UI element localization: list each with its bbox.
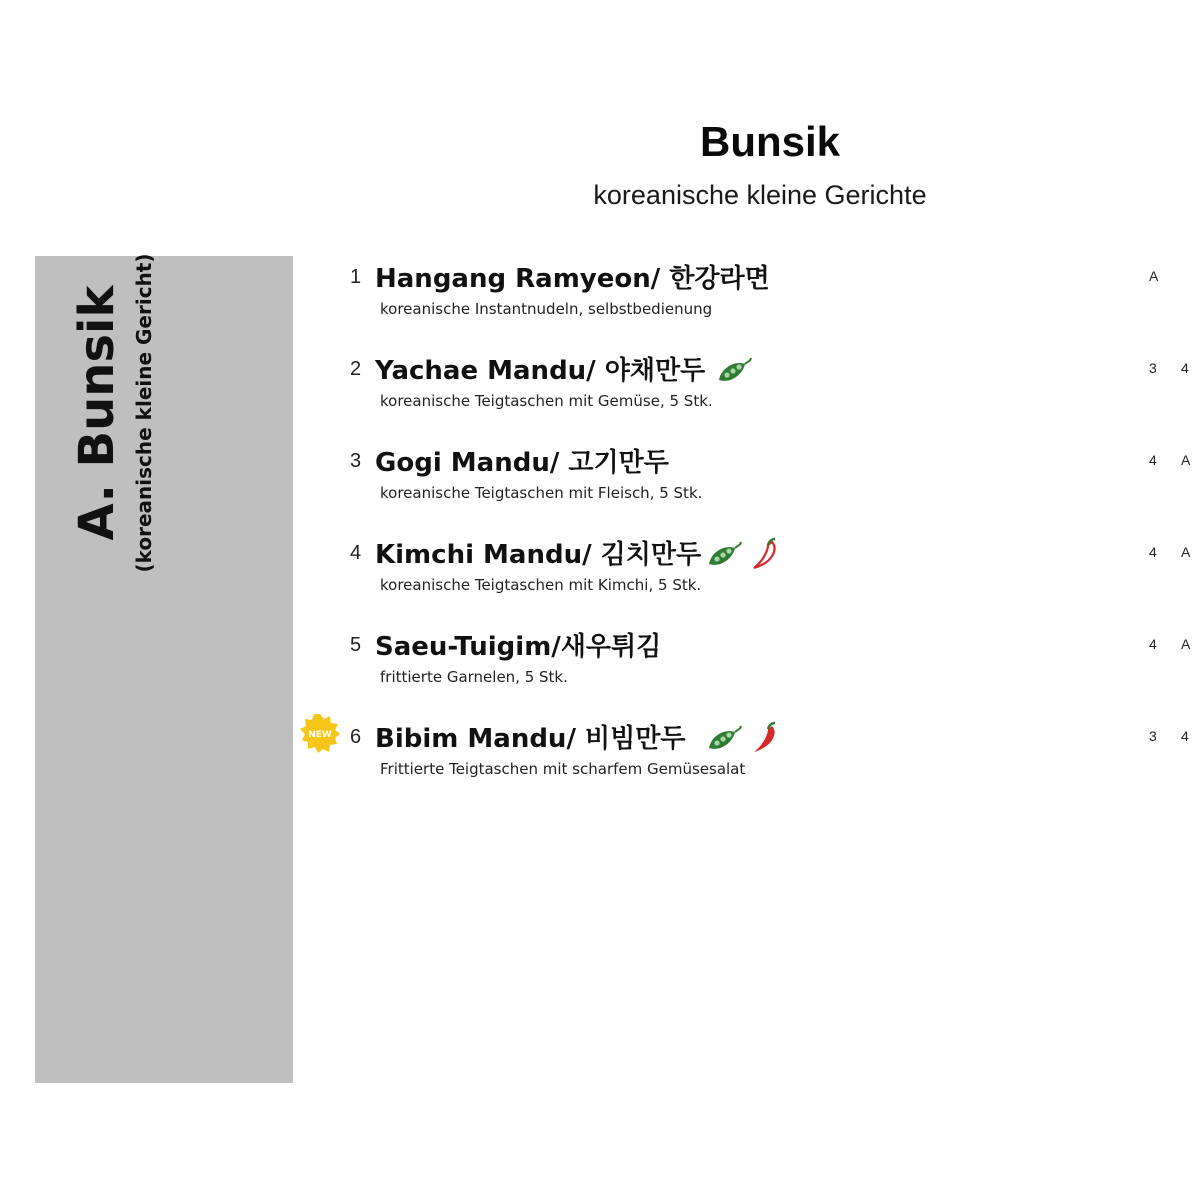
page-title: Bunsik xyxy=(699,118,841,165)
menu-item-4 xyxy=(350,534,1200,614)
item-description: frittierte Garnelen, 5 Stk. xyxy=(380,668,568,686)
item-icons xyxy=(713,352,753,388)
pea-pod-icon xyxy=(713,352,753,388)
item-name: Hangang Ramyeon/ 한강라면 xyxy=(375,264,770,294)
chili-pepper-icon xyxy=(748,536,782,572)
new-badge-label: NEW xyxy=(308,730,332,740)
item-number: 1 xyxy=(350,266,362,288)
allergen-code: 4 xyxy=(1149,636,1157,652)
item-description: Frittierte Teigtaschen mit scharfem Gemüsesalat xyxy=(380,760,746,778)
pea-pod-icon xyxy=(703,536,743,572)
allergen-code: A xyxy=(1181,636,1191,652)
item-description: koreanische Teigtaschen mit Gemüse, 5 Stk. xyxy=(380,392,713,410)
menu-item-5 xyxy=(350,626,1200,706)
item-description: koreanische Teigtaschen mit Fleisch, 5 Stk. xyxy=(380,484,703,502)
item-name: Bibim Mandu/ 비빔만두 xyxy=(375,724,686,754)
section-subtitle: (koreanische kleine Gericht) xyxy=(132,253,156,573)
allergen-code: A xyxy=(1149,268,1159,284)
item-name: Yachae Mandu/ 야채만두 xyxy=(375,356,706,386)
allergen-code: 3 xyxy=(1149,360,1157,376)
menu-item-3 xyxy=(350,442,1200,522)
allergen-code: 4 xyxy=(1149,452,1157,468)
allergen-code: 4 xyxy=(1149,544,1157,560)
item-number: 5 xyxy=(350,634,362,656)
item-name: Saeu-Tuigim/새우튀김 xyxy=(375,632,662,662)
allergen-code: 4 xyxy=(1181,360,1189,376)
item-number: 3 xyxy=(350,450,362,472)
item-description: koreanische Instantnudeln, selbstbedienung xyxy=(380,300,713,318)
chili-pepper-icon xyxy=(748,720,782,756)
item-name: Gogi Mandu/ 고기만두 xyxy=(375,448,669,478)
menu-item-1 xyxy=(350,258,1200,338)
item-icons xyxy=(703,536,782,572)
item-number: 6 xyxy=(350,726,362,748)
pea-pod-icon xyxy=(703,720,743,756)
allergen-code: 4 xyxy=(1181,728,1189,744)
section-label xyxy=(69,203,157,623)
section-title: A. Bunsik xyxy=(69,285,125,541)
item-name: Kimchi Mandu/ 김치만두 xyxy=(375,540,702,570)
allergen-code: A xyxy=(1181,544,1191,560)
item-number: 2 xyxy=(350,358,362,380)
allergen-code: A xyxy=(1181,452,1191,468)
menu-item-2 xyxy=(350,350,1200,430)
menu-item-6 xyxy=(350,718,1200,798)
page-subtitle: koreanische kleine Gerichte xyxy=(593,180,927,210)
item-icons xyxy=(703,720,782,756)
item-number: 4 xyxy=(350,542,362,564)
item-description: koreanische Teigtaschen mit Kimchi, 5 Stk. xyxy=(380,576,702,594)
new-badge-icon xyxy=(300,713,340,753)
allergen-code: 3 xyxy=(1149,728,1157,744)
